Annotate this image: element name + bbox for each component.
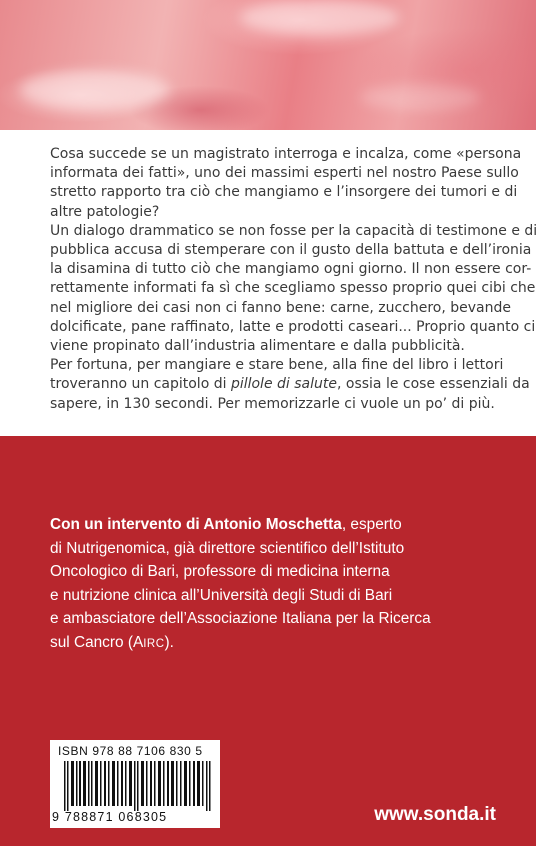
- author-intro-bold: Con un intervento di Antonio Moschetta: [50, 516, 342, 533]
- synopsis-fragment: , ossia le cose essenziali da: [336, 376, 530, 393]
- synopsis-line: nel migliore dei casi non ci fanno bene: carne, zucchero, bevande: [50, 299, 511, 316]
- synopsis-fragment: troveranno un capitolo di: [50, 376, 227, 393]
- synopsis-text: [50, 145, 537, 414]
- synopsis-line: dolcificate, pane raffinato, latte e prodotti caseari... Proprio quanto ci: [50, 318, 536, 335]
- synopsis-italic-title: pillole di salute: [230, 376, 337, 393]
- synopsis-line: sapere, in 130 secondi. Per memorizzarle ci vuole un po’ di più.: [50, 395, 495, 412]
- author-line: Oncologico di Bari, professore di medicina interna: [50, 563, 390, 581]
- synopsis-line: altre patologie?: [50, 203, 160, 220]
- synopsis-line: Un dialogo drammatico se non fosse per la capacità di testimone e di: [50, 222, 537, 239]
- synopsis-line: rettamente informati fa sì che scegliamo spesso proprio quei cibi che: [50, 280, 536, 297]
- author-fragment: sul Cancro (A: [50, 633, 144, 651]
- airc-smallcaps: IRC: [143, 637, 165, 650]
- author-line: di Nutrigenomica, già direttore scientifico dell’Istituto: [50, 539, 405, 557]
- publisher-website-link[interactable]: www.sonda.it: [374, 804, 496, 825]
- author-fragment: , esperto: [341, 516, 402, 533]
- synopsis-line: viene propinato dall’industria alimentare e dalla pubblicità.: [50, 338, 465, 355]
- synopsis-line: informata dei fatti», uno dei massimi esperti nel nostro Paese sullo: [50, 165, 519, 182]
- author-line: e ambasciatore dell’Associazione Italiana per la Ricerca: [50, 610, 431, 628]
- synopsis-line: stretto rapporto tra ciò che mangiamo e l’insorgere dei tumori e di: [50, 184, 518, 201]
- barcode-bars: [64, 761, 212, 811]
- synopsis-line-mixed: [50, 375, 530, 394]
- isbn-barcode: [50, 740, 220, 828]
- author-line: [50, 513, 510, 537]
- synopsis-line: la disamina di tutto ciò che mangiamo ogni giorno. Il non essere cor-: [50, 261, 532, 278]
- ean-digits: 9 788871 068305: [52, 810, 168, 824]
- author-line: e nutrizione clinica all’Università degli Studi di Bari: [50, 586, 393, 604]
- synopsis-line: pubblica accusa di stemperare con il gusto della battuta e dell’ironia: [50, 242, 532, 259]
- cover-photo-meat: [0, 0, 536, 130]
- synopsis-line: Cosa succede se un magistrato interroga e incalza, come «persona: [50, 146, 522, 162]
- author-note: [50, 513, 510, 657]
- author-fragment: ).: [164, 633, 174, 651]
- isbn-label: ISBN 978 88 7106 830 5: [58, 744, 203, 758]
- synopsis-line: Per fortuna, per mangiare e stare bene, alla fine del libro i lettori: [50, 357, 504, 374]
- author-line: [50, 631, 510, 657]
